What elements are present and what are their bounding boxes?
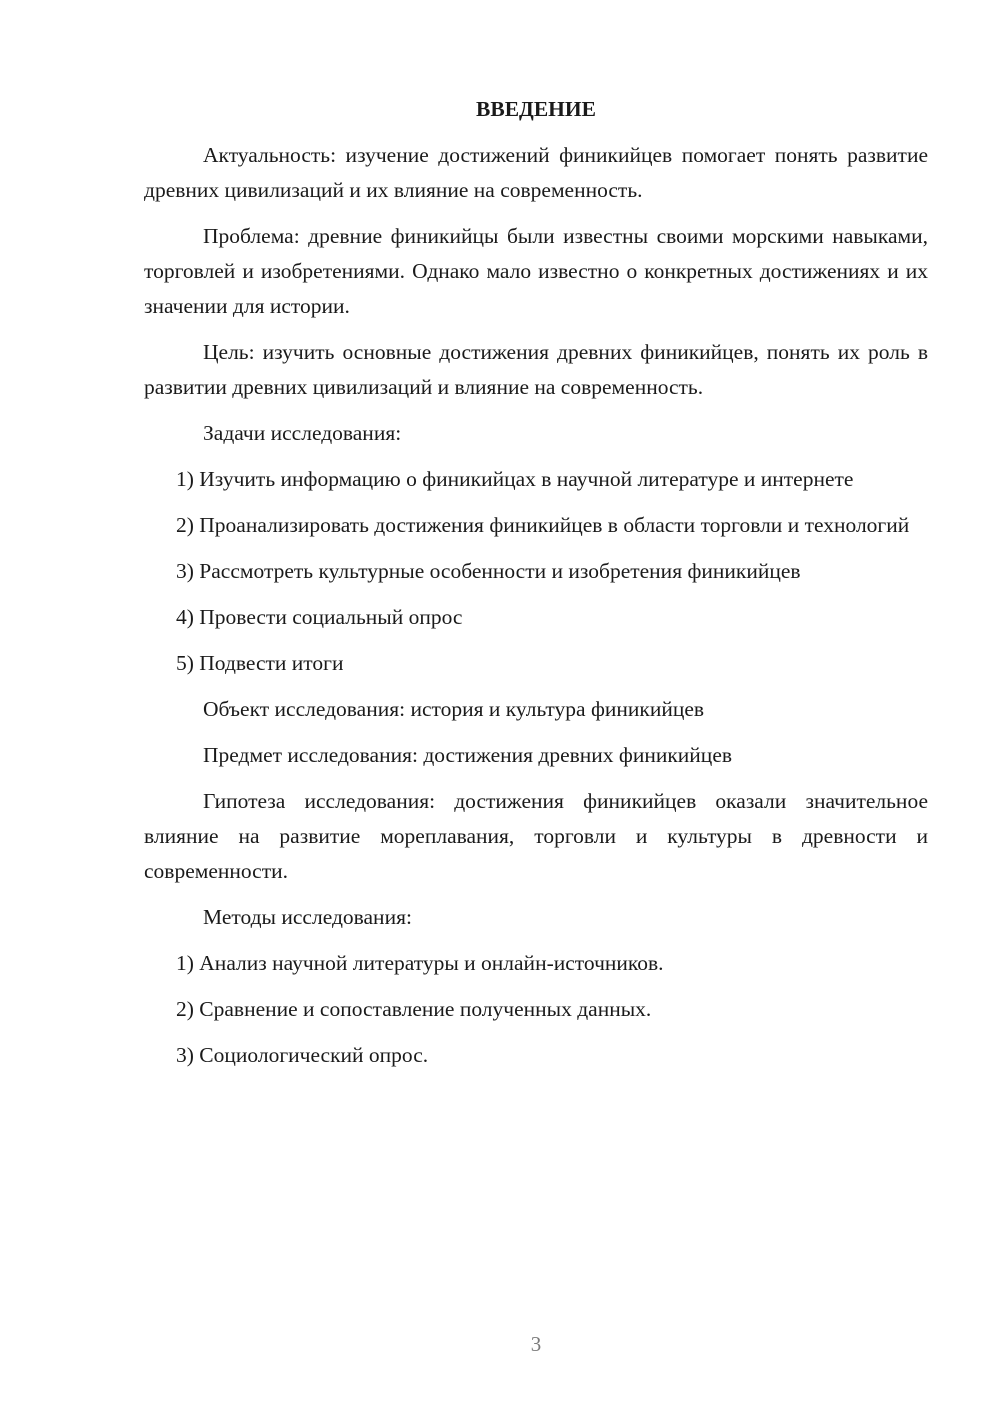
problem-paragraph: Проблема: древние финикийцы были известны своими морскими навыками, торговлей и изобретениями. Однако мало известно о конкретных достижениях и их значении для истории.	[144, 224, 928, 318]
method-item: 2) Сравнение и сопоставление полученных данных.	[176, 997, 652, 1021]
task-item: 1) Изучить информацию о финикийцах в научной литературе и интернете	[176, 467, 854, 491]
goal-paragraph: Цель: изучить основные достижения древних финикийцев, понять их роль в развитии древних цивилизаций и влияние на современность.	[144, 340, 928, 399]
relevance-paragraph: Актуальность: изучение достижений финикийцев помогает понять развитие древних цивилизаций и их влияние на современность.	[144, 143, 928, 202]
task-item: 2) Проанализировать достижения финикийцев в области торговли и технологий	[176, 513, 910, 537]
subject-paragraph: Предмет исследования: достижения древних финикийцев	[203, 743, 733, 767]
object-paragraph: Объект исследования: история и культура финикийцев	[203, 697, 705, 721]
task-item: 5) Подвести итоги	[176, 651, 344, 675]
method-item: 3) Социологический опрос.	[176, 1043, 429, 1067]
page-number: 3	[530, 1332, 542, 1356]
methods-title: Методы исследования:	[203, 905, 412, 929]
task-item: 3) Рассмотреть культурные особенности и изобретения финикийцев	[176, 559, 801, 583]
task-item: 4) Провести социальный опрос	[176, 605, 463, 629]
tasks-title: Задачи исследования:	[203, 421, 402, 445]
page-title: ВВЕДЕНИЕ	[476, 97, 596, 121]
hypothesis-paragraph: Гипотеза исследования: достижения финикийцев оказали значительное влияние на развитие мореплавания, торговли и культуры в древности и современности.	[144, 789, 928, 883]
document-page	[144, 92, 928, 1084]
method-item: 1) Анализ научной литературы и онлайн-источников.	[176, 951, 664, 975]
